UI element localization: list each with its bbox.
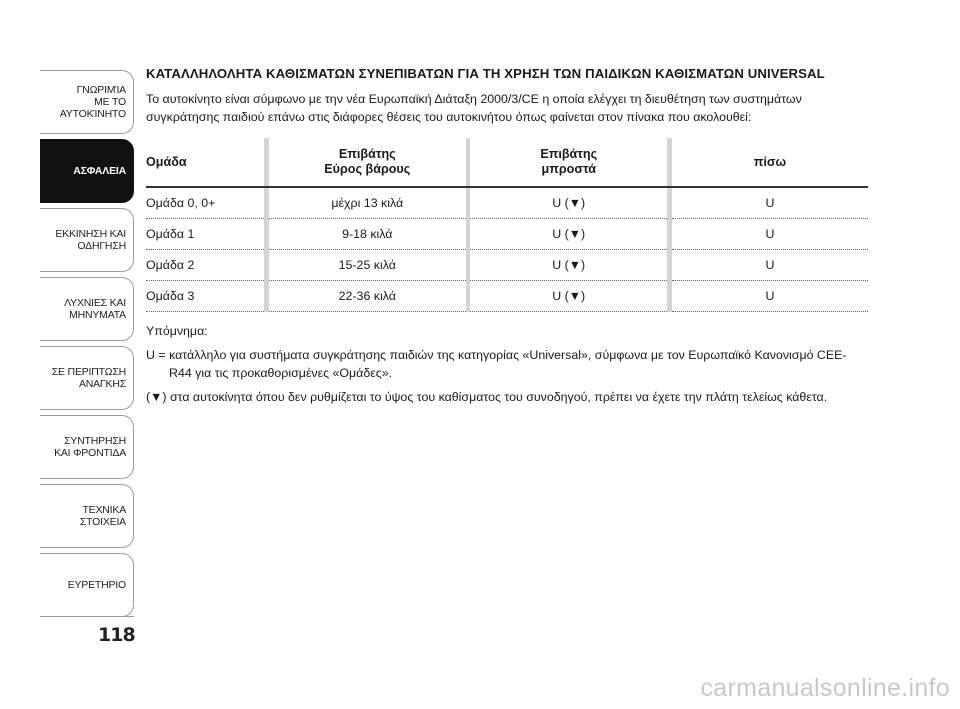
tab-label: ΑΣΦΑΛΕΙΑ [73,165,126,177]
tab-index[interactable] [40,553,134,617]
tab-starting-driving[interactable] [40,208,134,272]
note-triangle: (▼) στα αυτοκίνητα όπου δεν ρυθμίζεται το ύψος του καθίσματος του συνοδηγού, πρέπει να έχετε την πλάτη τελείως κάθετα. [146,390,828,404]
note-universal: U = κατάλληλο για συστήματα συγκράτησης παιδιών της κατηγορίας «Universal», σύμφωνα με τον Ευρωπαϊκό Κανονισμό CEE-R44 για τις προκαθορισμένες «Ομάδες». [146,348,847,380]
page-content [146,66,868,412]
cell-front: U (▼) [470,187,667,219]
header-front [470,138,667,187]
header-rear-label: πίσω [753,154,787,169]
page-title: ΚΑΤΑΛΛΗΛΟΛΗΤΑ ΚΑΘΙΣΜΑΤΩΝ ΣΥΝΕΠΙΒΑΤΩΝ ΓΙΑ ΤΗ ΧΡΗΣΗ ΤΩΝ ΠΑΙΔΙΚΩΝ ΚΑΘΙΣΜΑΤΩΝ UNIVERSAL [146,66,825,81]
tab-technical-data[interactable] [40,484,134,548]
header-rear [672,138,868,187]
table-row [146,219,868,250]
cell-rear: U [672,219,868,250]
cell-rear: U [672,187,868,219]
chapter-sidebar [40,70,134,622]
cell-rear: U [672,281,868,312]
sidebar-divider [40,616,134,617]
intro-paragraph: Το αυτοκίνητο είναι σύμφωνο με την νέα Ευρωπαϊκή Διάταξη 2000/3/CE η οποία ελέγχει τη διευθέτηση των συστημάτων συγκράτησης παιδιού επάνω στις διάφορες θέσεις του αυτοκινήτου όπως φαίνεται στον πίνακα που ακολουθεί: [146,92,802,124]
tab-label: ΣΕ ΠΕΡΙΠΤΩΣΗ ΑΝΑΓΚΗΣ [51,366,126,390]
cell-group: Ομάδα 3 [146,281,264,312]
tab-label: ΕΚΚΙΝΗΣΗ ΚΑΙ ΟΔΗΓΗΣΗ [55,228,126,252]
tab-label: ΣΥΝΤΗΡΗΣΗ ΚΑΙ ΦΡΟΝΤΙΔΑ [54,435,126,459]
page-number: 118 [98,624,135,646]
cell-rear: U [672,250,868,281]
legend-notes [146,322,868,406]
cell-group: Ομάδα 2 [146,250,264,281]
table-header-row [146,138,868,187]
cell-weight: μέχρι 13 κιλά [269,187,466,219]
tab-getting-to-know[interactable] [40,70,134,134]
cell-group: Ομάδα 0, 0+ [146,187,264,219]
tab-maintenance[interactable] [40,415,134,479]
cell-weight: 9-18 κιλά [269,219,466,250]
cell-front: U (▼) [470,219,667,250]
tab-warning-lights[interactable] [40,277,134,341]
header-weight [269,138,466,187]
cell-weight: 15-25 κιλά [269,250,466,281]
header-front-line2: μπροστά [541,162,596,176]
cell-weight: 22-36 κιλά [269,281,466,312]
notes-heading: Υπόμνημα: [146,324,208,338]
header-group: Ομάδα [146,138,264,187]
child-seat-suitability-table [146,138,868,312]
tab-label: ΕΥΡΕΤΗΡΙΟ [67,579,126,591]
header-front-line1: Επιβάτης [540,147,598,161]
tab-emergency[interactable] [40,346,134,410]
watermark: carmanualsonline.info [700,674,950,702]
tab-safety[interactable] [40,139,134,203]
table-row [146,187,868,219]
cell-group: Ομάδα 1 [146,219,264,250]
tab-label: ΓΝΩΡΙΜΊΑ ΜΕ ΤΟ ΑΥΤΟΚΊΝΗΤΟ [59,84,126,120]
tab-label: ΤΕΧΝΙΚΑ ΣΤΟΙΧΕΙΑ [79,504,126,528]
header-weight-line1: Επιβάτης [338,147,396,161]
table-row [146,250,868,281]
cell-front: U (▼) [470,250,667,281]
header-weight-line2: Εύρος βάρους [324,162,411,176]
tab-label: ΛΥΧΝΙΕΣ ΚΑΙ ΜΗΝΥΜΑΤΑ [64,297,126,321]
cell-front: U (▼) [470,281,667,312]
table-row [146,281,868,312]
